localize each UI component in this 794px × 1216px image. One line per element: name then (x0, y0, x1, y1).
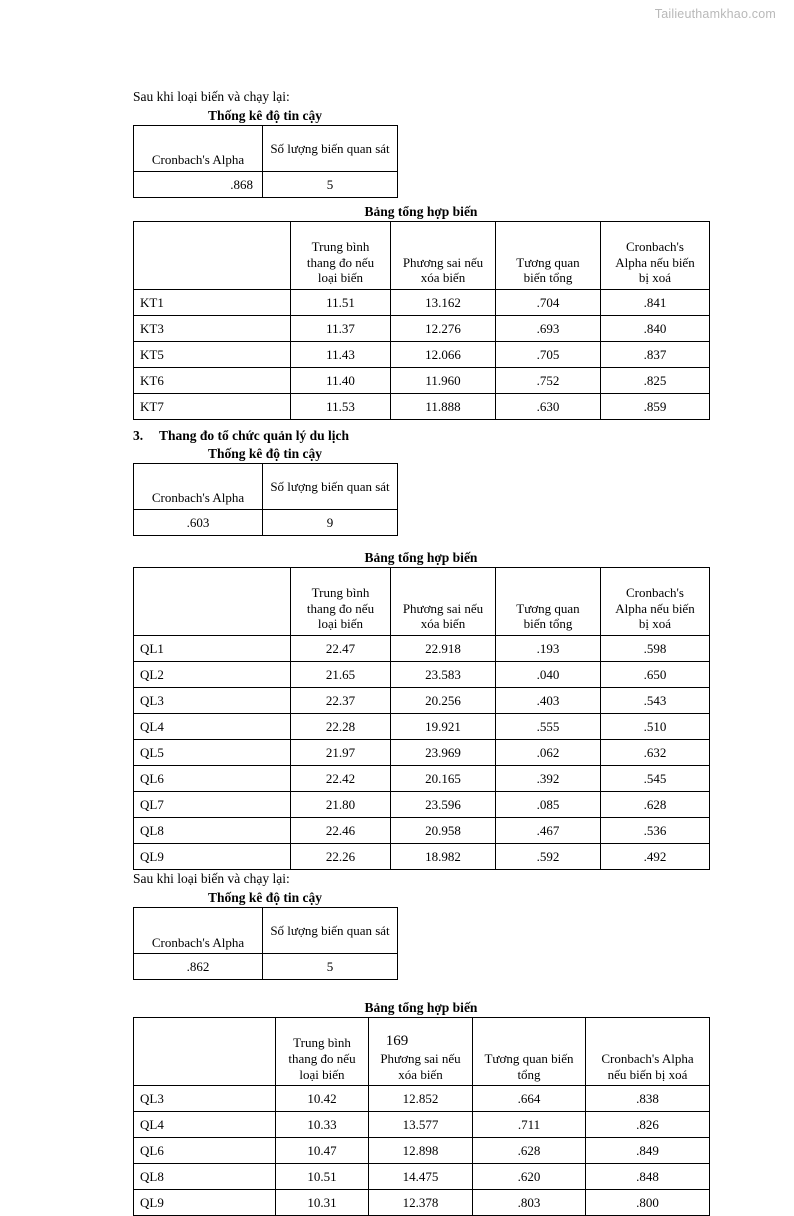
table-row (134, 1138, 710, 1164)
header-scale-mean (291, 568, 391, 636)
rerun-note-ql: Sau khi loại biến và chạy lại: (133, 871, 290, 887)
cell-scale-mean: 11.53 (291, 394, 391, 420)
table-row (134, 662, 710, 688)
cell-alpha-if-deleted: .838 (586, 1086, 710, 1112)
reliability-title-kt: Thống kê độ tin cậy (207, 108, 323, 124)
cell-scale-variance: 23.596 (391, 792, 496, 818)
cell-item-label: QL9 (134, 1190, 276, 1216)
cell-scale-variance: 12.852 (369, 1086, 473, 1112)
cell-corrected-corr: .630 (496, 394, 601, 420)
table-row (134, 740, 710, 766)
cell-alpha-if-deleted: .510 (601, 714, 710, 740)
cell-item-label: QL6 (134, 766, 291, 792)
header-line-2: xóa biến (420, 616, 466, 632)
header-line-1: Phương sai nếu (402, 254, 484, 270)
value-cronbach-alpha: .868 (134, 172, 263, 198)
header-line-1: Tương quan (516, 600, 580, 616)
cell-scale-mean: 22.28 (291, 714, 391, 740)
cell-corrected-corr: .467 (496, 818, 601, 844)
cell-scale-mean: 21.97 (291, 740, 391, 766)
table-row (134, 818, 710, 844)
value-cronbach-alpha: .603 (134, 510, 263, 536)
cell-alpha-if-deleted: .841 (601, 290, 710, 316)
table-row (134, 714, 710, 740)
cell-scale-variance: 18.982 (391, 844, 496, 870)
item-total-title-kt: Bảng tổng hợp biến (364, 204, 478, 220)
header-line-2: thang đo nếu (306, 600, 375, 616)
cell-alpha-if-deleted: .859 (601, 394, 710, 420)
cell-item-label: QL9 (134, 844, 291, 870)
cell-scale-mean: 10.47 (276, 1138, 369, 1164)
cell-item-label: QL2 (134, 662, 291, 688)
cell-scale-mean: 10.33 (276, 1112, 369, 1138)
table-row (134, 316, 710, 342)
cell-scale-variance: 20.958 (391, 818, 496, 844)
cell-alpha-if-deleted: .848 (586, 1164, 710, 1190)
cell-corrected-corr: .062 (496, 740, 601, 766)
cell-scale-mean: 22.42 (291, 766, 391, 792)
cell-corrected-corr: .403 (496, 688, 601, 714)
item-total-title-ql: Bảng tổng hợp biến (364, 550, 478, 566)
cell-item-label: QL6 (134, 1138, 276, 1164)
site-watermark: Tailieuthamkhao.com (654, 7, 776, 21)
cell-scale-mean: 11.37 (291, 316, 391, 342)
header-n-of-items: Số lượng biến quan sát (263, 908, 398, 954)
cell-corrected-corr: .040 (496, 662, 601, 688)
item-total-title-ql-rerun: Bảng tổng hợp biến (364, 1000, 478, 1016)
cell-scale-mean: 11.40 (291, 368, 391, 394)
section-title: Thang đo tổ chức quản lý du lịch (159, 428, 350, 444)
page-number: 169 (385, 1033, 409, 1049)
cell-item-label: QL3 (134, 688, 291, 714)
cell-scale-variance: 23.969 (391, 740, 496, 766)
header-line-2: thang đo nếu (288, 1050, 356, 1066)
cell-item-label: QL7 (134, 792, 291, 818)
header-corrected-item-total (496, 568, 601, 636)
table-row (134, 1086, 710, 1112)
table-row (134, 172, 398, 198)
table-header-row (134, 568, 710, 636)
header-item-blank (134, 568, 291, 636)
cell-item-label: KT1 (134, 290, 291, 316)
header-line-2: biến tổng (523, 270, 573, 286)
cell-item-label: QL1 (134, 636, 291, 662)
table-body-kt (134, 290, 710, 420)
table-row (134, 766, 710, 792)
cell-corrected-corr: .628 (473, 1138, 586, 1164)
value-n-of-items: 5 (263, 172, 398, 198)
cell-item-label: QL4 (134, 714, 291, 740)
header-line-1: Tương quan biến (484, 1050, 574, 1066)
cell-corrected-corr: .752 (496, 368, 601, 394)
header-line-1: Trung bình (293, 1034, 351, 1050)
reliability-table-ql-rerun (133, 907, 398, 980)
cell-scale-variance: 13.162 (391, 290, 496, 316)
cell-item-label: QL8 (134, 1164, 276, 1190)
cell-corrected-corr: .555 (496, 714, 601, 740)
cell-scale-mean: 10.51 (276, 1164, 369, 1190)
cell-alpha-if-deleted: .837 (601, 342, 710, 368)
header-cronbach-alpha: Cronbach's Alpha (134, 908, 263, 954)
reliability-title-ql-rerun: Thống kê độ tin cậy (207, 890, 323, 906)
cell-corrected-corr: .193 (496, 636, 601, 662)
table-header-row (134, 1018, 710, 1086)
header-line-2: tổng (517, 1066, 541, 1082)
header-line-2: Alpha nếu biến (615, 600, 695, 616)
table-row (134, 954, 398, 980)
table-row (134, 1164, 710, 1190)
cell-item-label: KT3 (134, 316, 291, 342)
section-number: 3. (133, 428, 144, 444)
header-line-3: bị xoá (638, 616, 672, 632)
cell-scale-mean: 22.47 (291, 636, 391, 662)
cell-alpha-if-deleted: .492 (601, 844, 710, 870)
cell-alpha-if-deleted: .545 (601, 766, 710, 792)
cell-alpha-if-deleted: .826 (586, 1112, 710, 1138)
cell-item-label: QL5 (134, 740, 291, 766)
cell-item-label: KT5 (134, 342, 291, 368)
header-line-2: thang đo nếu (306, 254, 375, 270)
table-header-row (134, 908, 398, 954)
section-heading-ql (133, 428, 709, 444)
table-row (134, 792, 710, 818)
header-line-2: xóa biến (420, 270, 466, 286)
cell-scale-variance: 20.165 (391, 766, 496, 792)
cell-scale-variance: 20.256 (391, 688, 496, 714)
cell-alpha-if-deleted: .632 (601, 740, 710, 766)
cell-scale-variance: 13.577 (369, 1112, 473, 1138)
cell-alpha-if-deleted: .598 (601, 636, 710, 662)
cell-corrected-corr: .664 (473, 1086, 586, 1112)
table-row (134, 290, 710, 316)
header-line-2: nếu biến bị xoá (607, 1066, 688, 1082)
cell-alpha-if-deleted: .628 (601, 792, 710, 818)
cell-scale-variance: 12.898 (369, 1138, 473, 1164)
table-row (134, 636, 710, 662)
cell-scale-mean: 22.26 (291, 844, 391, 870)
cell-alpha-if-deleted: .849 (586, 1138, 710, 1164)
cell-alpha-if-deleted: .825 (601, 368, 710, 394)
header-item-blank (134, 222, 291, 290)
header-line-2: biến tổng (523, 616, 573, 632)
reliability-table-kt (133, 125, 398, 198)
table-row (134, 1190, 710, 1216)
cell-scale-mean: 22.46 (291, 818, 391, 844)
table-row (134, 688, 710, 714)
header-item-blank (134, 1018, 276, 1086)
table-row (134, 1112, 710, 1138)
header-line-1: Trung bình (311, 238, 370, 254)
value-n-of-items: 5 (263, 954, 398, 980)
header-line-1: Phương sai nếu (402, 600, 484, 616)
header-line-3: bị xoá (638, 270, 672, 286)
header-line-1: Tương quan (516, 254, 580, 270)
header-line-1: Cronbach's (626, 584, 684, 600)
cell-alpha-if-deleted: .543 (601, 688, 710, 714)
cell-scale-variance: 22.918 (391, 636, 496, 662)
cell-corrected-corr: .693 (496, 316, 601, 342)
header-line-2: xóa biến (398, 1066, 443, 1082)
cell-scale-mean: 10.42 (276, 1086, 369, 1112)
cell-item-label: KT7 (134, 394, 291, 420)
cell-corrected-corr: .803 (473, 1190, 586, 1216)
cell-scale-variance: 12.276 (391, 316, 496, 342)
cell-corrected-corr: .620 (473, 1164, 586, 1190)
table-header-row (134, 464, 398, 510)
cell-corrected-corr: .705 (496, 342, 601, 368)
header-cronbach-alpha: Cronbach's Alpha (134, 126, 263, 172)
cell-scale-variance: 23.583 (391, 662, 496, 688)
table-header-row (134, 222, 710, 290)
cell-corrected-corr: .085 (496, 792, 601, 818)
header-line-1: Trung bình (311, 584, 370, 600)
header-corrected-item-total (473, 1018, 586, 1086)
cell-corrected-corr: .392 (496, 766, 601, 792)
cell-scale-mean: 21.65 (291, 662, 391, 688)
header-line-3: loại biến (317, 616, 364, 632)
header-corrected-item-total (496, 222, 601, 290)
cell-scale-mean: 22.37 (291, 688, 391, 714)
rerun-note-kt: Sau khi loại biến và chạy lại: (133, 89, 290, 104)
header-scale-variance (391, 568, 496, 636)
table-header-row (134, 126, 398, 172)
header-n-of-items: Số lượng biến quan sát (263, 126, 398, 172)
cell-alpha-if-deleted: .800 (586, 1190, 710, 1216)
cell-item-label: QL4 (134, 1112, 276, 1138)
header-alpha-if-deleted (601, 222, 710, 290)
cell-corrected-corr: .592 (496, 844, 601, 870)
header-line-3: loại biến (317, 270, 364, 286)
reliability-title-ql: Thống kê độ tin cậy (207, 446, 323, 462)
header-line-2: Alpha nếu biến (615, 254, 695, 270)
cell-scale-variance: 12.066 (391, 342, 496, 368)
cell-scale-variance: 19.921 (391, 714, 496, 740)
cell-corrected-corr: .704 (496, 290, 601, 316)
table-body-ql-rerun (134, 1086, 710, 1216)
cell-scale-mean: 21.80 (291, 792, 391, 818)
value-cronbach-alpha: .862 (134, 954, 263, 980)
header-scale-variance (369, 1018, 473, 1086)
table-row (134, 510, 398, 536)
cell-scale-variance: 11.888 (391, 394, 496, 420)
header-scale-mean (291, 222, 391, 290)
item-total-table-ql (133, 567, 710, 870)
cell-item-label: QL8 (134, 818, 291, 844)
table-row (134, 394, 710, 420)
header-alpha-if-deleted (586, 1018, 710, 1086)
cell-scale-variance: 14.475 (369, 1164, 473, 1190)
header-line-3: loại biến (299, 1066, 345, 1082)
item-total-table-kt (133, 221, 710, 420)
header-scale-variance (391, 222, 496, 290)
cell-item-label: QL3 (134, 1086, 276, 1112)
cell-scale-mean: 10.31 (276, 1190, 369, 1216)
cell-scale-mean: 11.43 (291, 342, 391, 368)
header-n-of-items: Số lượng biến quan sát (263, 464, 398, 510)
header-cronbach-alpha: Cronbach's Alpha (134, 464, 263, 510)
table-body-ql (134, 636, 710, 870)
cell-alpha-if-deleted: .840 (601, 316, 710, 342)
cell-scale-variance: 12.378 (369, 1190, 473, 1216)
cell-scale-variance: 11.960 (391, 368, 496, 394)
cell-item-label: KT6 (134, 368, 291, 394)
cell-scale-mean: 11.51 (291, 290, 391, 316)
header-line-1: Cronbach's Alpha (601, 1050, 694, 1066)
cell-alpha-if-deleted: .650 (601, 662, 710, 688)
cell-corrected-corr: .711 (473, 1112, 586, 1138)
header-scale-mean (276, 1018, 369, 1086)
header-line-1: Phương sai nếu (380, 1050, 461, 1066)
table-row (134, 844, 710, 870)
table-row (134, 368, 710, 394)
value-n-of-items: 9 (263, 510, 398, 536)
reliability-table-ql (133, 463, 398, 536)
table-row (134, 342, 710, 368)
header-alpha-if-deleted (601, 568, 710, 636)
header-line-1: Cronbach's (626, 238, 684, 254)
cell-alpha-if-deleted: .536 (601, 818, 710, 844)
